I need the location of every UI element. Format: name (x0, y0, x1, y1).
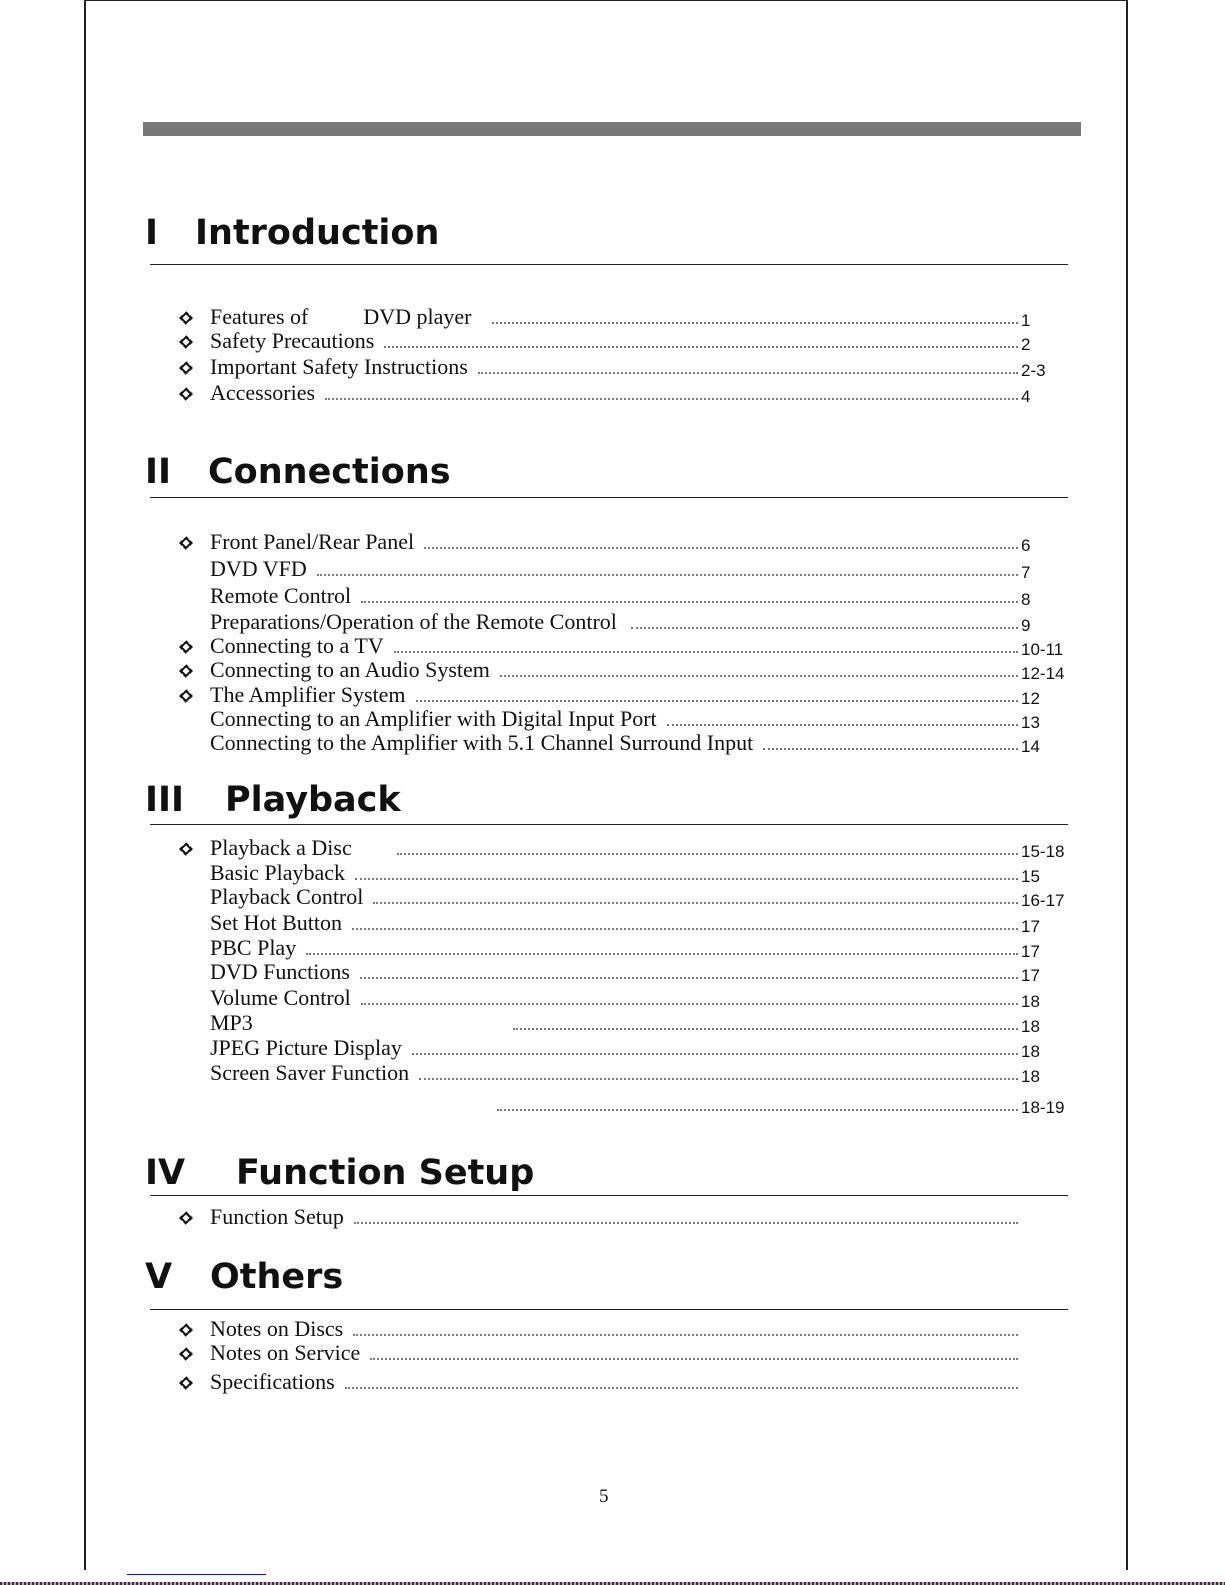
toc-entry-title: MP3 (210, 1010, 253, 1035)
toc-entry[interactable] (178, 633, 1064, 659)
toc-entry[interactable] (178, 354, 1046, 380)
dot-leader (667, 724, 1018, 726)
toc-entry-page: 16-17 (1021, 891, 1065, 910)
dot-leader (497, 1109, 1018, 1111)
toc-entry[interactable] (178, 328, 1031, 354)
toc-entry-page: 15-18 (1021, 842, 1065, 861)
dot-leader (394, 651, 1018, 653)
toc-entry-title: Preparations/Operation of the Remote Control (210, 609, 617, 634)
diamond-bullet-icon (178, 1322, 194, 1338)
toc-entry-title: PBC Play (210, 935, 297, 960)
toc-entry[interactable] (178, 682, 1040, 708)
toc-entry-title: Remote Control (210, 583, 352, 608)
toc-entry-title: Important Safety Instructions (210, 354, 468, 379)
dot-leader (373, 902, 1018, 904)
section-divider (150, 1195, 1068, 1196)
toc-entry[interactable] (178, 556, 1031, 582)
link-underline[interactable] (127, 1574, 266, 1575)
dot-leader (353, 1334, 1018, 1336)
section-divider (150, 1309, 1068, 1310)
toc-entry-page: 18 (1021, 992, 1040, 1011)
toc-entry-page: 12-14 (1021, 664, 1065, 683)
section-heading (145, 780, 401, 820)
dot-leader (478, 372, 1018, 374)
toc-entry-title: Safety Precautions (210, 328, 375, 353)
toc-entry-page: 18-19 (1021, 1098, 1065, 1117)
toc-entry[interactable] (178, 860, 1040, 886)
toc-entry[interactable] (178, 304, 1031, 330)
toc-entry-page: 18 (1021, 1067, 1040, 1086)
diamond-bullet-icon (178, 1375, 194, 1391)
section-heading (145, 452, 451, 492)
toc-entry-page: 10-11 (1021, 640, 1064, 659)
section-title: Function Setup (236, 1153, 535, 1193)
dot-leader (352, 928, 1018, 930)
toc-entry-page: 6 (1021, 536, 1031, 555)
toc-entry[interactable] (178, 1370, 1018, 1394)
dot-leader (419, 1078, 1018, 1080)
dot-leader (361, 1003, 1018, 1005)
dot-leader (306, 953, 1018, 955)
section-numeral: II (145, 452, 172, 492)
toc-entry-page: 1 (1021, 311, 1031, 330)
dot-leader (424, 547, 1018, 549)
toc-entry[interactable] (178, 706, 1040, 732)
section-numeral: III (145, 780, 185, 820)
toc-entry-page: 13 (1021, 713, 1040, 732)
toc-entry[interactable] (178, 1035, 1040, 1061)
toc-entry[interactable] (178, 1010, 1040, 1036)
section-divider (150, 824, 1068, 825)
toc-entry-title: Notes on Service (210, 1340, 361, 1365)
toc-entry-title: Volume Control (210, 985, 351, 1010)
dot-leader (763, 748, 1018, 750)
section-heading (145, 1153, 535, 1193)
toc-entry-title: DVD VFD (210, 556, 307, 581)
toc-entry[interactable] (178, 835, 1065, 861)
toc-entry-title: Connecting to an Audio System (210, 657, 490, 682)
dot-leader (355, 878, 1018, 880)
toc-entry-page: 17 (1021, 942, 1040, 961)
dot-leader (317, 574, 1018, 576)
dot-leader (500, 675, 1018, 677)
toc-entry-page: 17 (1021, 966, 1040, 985)
toc-entry-title: Accessories (210, 380, 316, 405)
toc-entry[interactable] (178, 1317, 1018, 1341)
dot-leader (397, 853, 1018, 855)
toc-entry-title: Specifications (210, 1369, 335, 1394)
toc-entry-page: 18 (1021, 1042, 1040, 1061)
section-divider (150, 497, 1068, 498)
toc-entry-title: Connecting to a TV (210, 633, 384, 658)
diamond-bullet-icon (178, 639, 194, 655)
dot-leader (354, 1222, 1018, 1224)
toc-entry[interactable] (178, 380, 1031, 406)
toc-entry[interactable] (178, 1341, 1018, 1365)
toc-entry[interactable] (178, 985, 1040, 1011)
diamond-bullet-icon (178, 334, 194, 350)
section-heading (145, 1257, 344, 1297)
section-title: Playback (225, 780, 401, 820)
toc-entry-page: 2-3 (1021, 361, 1046, 380)
toc-entry-title: Screen Saver Function (210, 1060, 410, 1085)
diamond-bullet-icon (178, 535, 194, 551)
toc-entry[interactable] (178, 609, 1031, 635)
toc-entry-page: 2 (1021, 335, 1031, 354)
toc-entry-title: Features of DVD player (210, 304, 472, 329)
diamond-bullet-icon (178, 360, 194, 376)
dot-leader (513, 1028, 1018, 1030)
diamond-bullet-icon (178, 1346, 194, 1362)
dot-leader (370, 1358, 1018, 1360)
dot-leader (384, 346, 1018, 348)
section-numeral: V (145, 1257, 173, 1297)
toc-entry[interactable] (178, 657, 1065, 683)
toc-entry-title: Function Setup (210, 1204, 344, 1229)
section-numeral: IV (145, 1153, 186, 1193)
toc-entry-title: Connecting to an Amplifier with Digital Input Port (210, 706, 657, 731)
page-number: 5 (599, 1486, 609, 1507)
section-numeral: I (145, 213, 159, 253)
toc-entry-title: JPEG Picture Display (210, 1035, 402, 1060)
toc-entry-title: DVD Functions (210, 959, 350, 984)
header-bar (143, 122, 1081, 136)
section-heading (145, 213, 440, 253)
toc-entry-title: Basic Playback (210, 860, 346, 885)
dot-leader (360, 977, 1018, 979)
toc-entry-page: 14 (1021, 737, 1040, 756)
dot-leader (325, 398, 1018, 400)
toc-entry-page: 15 (1021, 867, 1040, 886)
toc-entry-page: 8 (1021, 590, 1031, 609)
toc-entry-page: 17 (1021, 917, 1040, 936)
toc-entry[interactable] (178, 529, 1031, 555)
dot-leader (361, 601, 1018, 603)
diamond-bullet-icon (178, 386, 194, 402)
toc-entry[interactable] (178, 910, 1040, 936)
toc-entry-title: Notes on Discs (210, 1316, 344, 1341)
section-title: Others (210, 1257, 344, 1297)
diamond-bullet-icon (178, 841, 194, 857)
toc-entry[interactable] (178, 583, 1031, 609)
toc-entry[interactable] (178, 1092, 1065, 1117)
toc-entry-page: 7 (1021, 563, 1031, 582)
toc-entry[interactable] (178, 884, 1065, 910)
toc-entry[interactable] (178, 959, 1040, 985)
toc-entry[interactable] (178, 1060, 1040, 1086)
toc-entry-page: 4 (1021, 387, 1031, 406)
toc-entry-title: The Amplifier System (210, 682, 406, 707)
toc-entry-title: Playback a Disc (210, 835, 352, 860)
diamond-bullet-icon (178, 310, 194, 326)
section-divider (150, 264, 1068, 265)
diamond-bullet-icon (178, 663, 194, 679)
toc-entry[interactable] (178, 935, 1040, 961)
toc-entry[interactable] (178, 730, 1040, 756)
dot-leader (345, 1387, 1018, 1389)
toc-entry-title: Set Hot Button (210, 910, 343, 935)
section-title: Connections (208, 452, 451, 492)
diamond-bullet-icon (178, 688, 194, 704)
toc-entry[interactable] (178, 1205, 1018, 1229)
dot-leader (416, 700, 1018, 702)
diamond-bullet-icon (178, 1210, 194, 1226)
toc-entry-page: 12 (1021, 689, 1040, 708)
toc-entry-page: 9 (1021, 616, 1031, 635)
toc-entry-page: 18 (1021, 1017, 1040, 1036)
toc-entry-title: Connecting to the Amplifier with 5.1 Channel Surround Input (210, 730, 754, 755)
toc-entry-title: Playback Control (210, 884, 364, 909)
dot-leader (412, 1053, 1018, 1055)
dot-leader (492, 322, 1019, 324)
section-title: Introduction (195, 213, 440, 253)
dot-leader (631, 627, 1018, 629)
toc-entry-title: Front Panel/Rear Panel (210, 529, 415, 554)
